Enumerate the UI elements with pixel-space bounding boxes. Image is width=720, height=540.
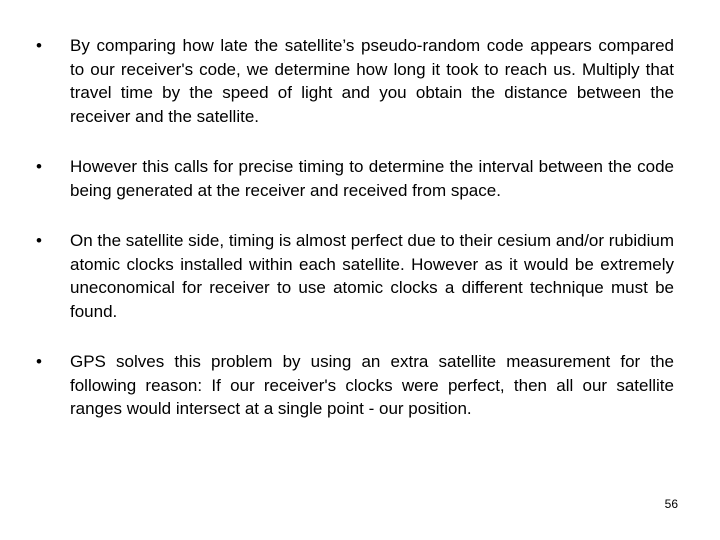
bullet-list [36,34,674,449]
bullet-icon: • [36,352,42,371]
bullet-icon: • [36,36,42,55]
bullet-item-extra-measurement [36,350,674,421]
bullet-item-timing-code [36,34,674,128]
bullet-text: On the satellite side, timing is almost perfect due to their cesium and/or rubidium atomic clocks installed within each satellite. However as it would be extremely uneconomical for receiver to use atomic clocks a different technique must be found. [70,231,674,321]
bullet-item-precise-timing [36,155,674,202]
bullet-item-atomic-clocks [36,229,674,323]
bullet-icon: • [36,157,42,176]
bullet-text: By comparing how late the satellite’s pseudo-random code appears compared to our receiver's code, we determine how long it took to reach us. Multiply that travel time by the speed of light and you obtain the distance between the receiver and the satellite. [70,36,674,126]
bullet-text: However this calls for precise timing to determine the interval between the code being generated at the receiver and received from space. [70,157,674,200]
page-number: 56 [664,497,678,511]
bullet-text: GPS solves this problem by using an extra satellite measurement for the following reason: If our receiver's clocks were perfect, then all our satellite ranges would intersect at a single point - our position. [70,352,674,418]
bullet-icon: • [36,231,42,250]
